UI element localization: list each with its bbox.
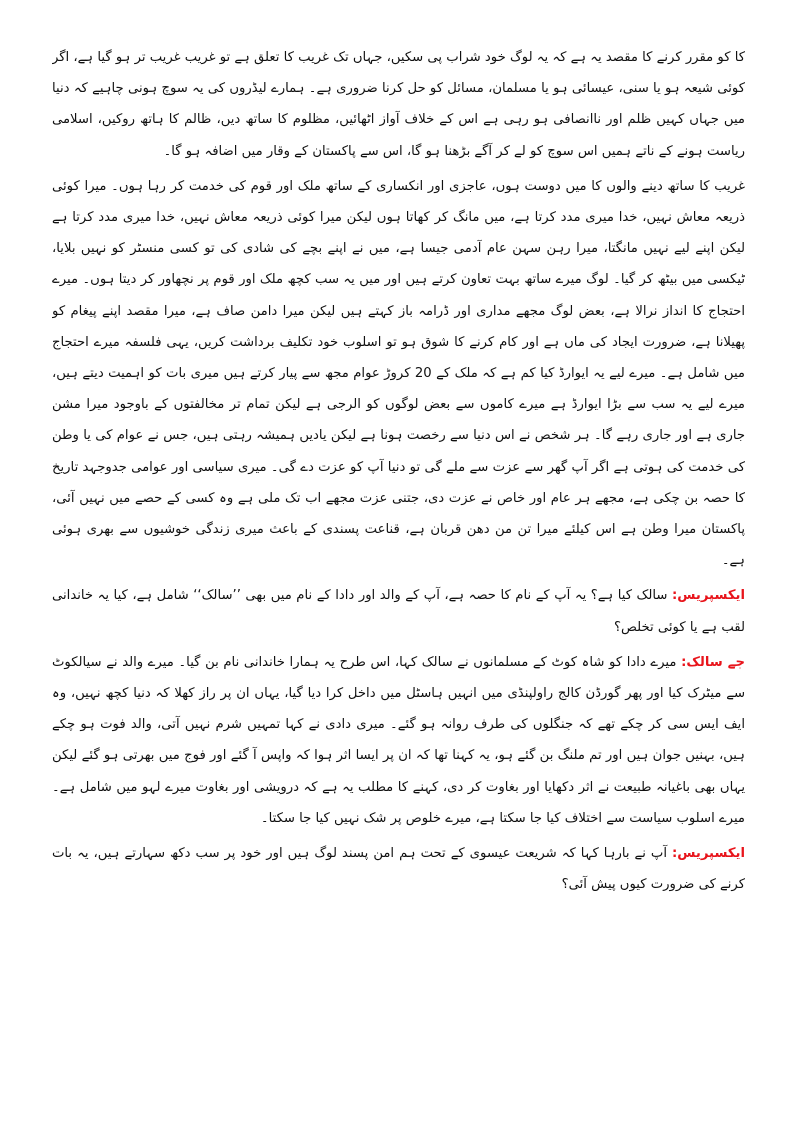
paragraph-statement: [52, 171, 745, 577]
paragraph-text: غریب کا ساتھ دینے والوں کا میں دوست ہوں، عاجزی اور انکساری کے ساتھ ملک اور قوم کی خدمت کر رہا ہوں۔ میرا کوئی ذریعہ معاش نہیں، خدا میری مدد کرتا ہے، میں مانگ کر کھاتا ہوں لیکن میرا کوئی ذریعہ معاش نہیں، خدا میری مدد کرتا ہے لیکن اپنے لیے نہیں مانگتا، میرا رہن سہن عام آدمی جیسا ہے، میں نے اپنے بچے کی شادی کی تو کسی منسٹر کو نہیں بلایا، ٹیکسی میں بیٹھ کر گیا۔ لوگ میرے ساتھ بہت تعاون کرتے ہیں اور میں یہ سب کچھ ملک اور قوم پر نچھاور کر دیتا ہوں۔ میرے احتجاج کا انداز نرالا ہے، بعض لوگ مجھے مداری اور ڈرامہ باز کہتے ہیں لیکن میرا دامن صاف ہے، میرا مقصد اپنے پیغام کو پھیلانا ہے، ضرورت ایجاد کی ماں ہے اور کام کرنے کا شوق ہو تو اسلوب خود تکلیف برداشت کریں، یہی فلسفہ میرے احتجاج میں شامل ہے۔ میرے لیے یہ ایوارڈ کیا کم ہے کہ ملک کے 20 کروڑ عوام مجھ سے پیار کرتے ہیں میری بات کو اہمیت دیتے ہیں، میرے لیے یہ سب سے بڑا ایوارڈ ہے میرے کاموں سے بعض لوگوں کو الرجی ہے لیکن تمام تر مخالفتوں کے باوجود میرا مشن جاری ہے اور جاری رہے گا۔ ہر شخص نے اس دنیا سے رخصت ہونا ہے لیکن یادیں ہمیشہ رہتی ہیں، جس نے عوام کی یا وطن کی خدمت کی ہوتی ہے اگر آپ گھر سے عزت سے ملے گی تو دنیا آپ کو عزت دے گی۔ میری سیاسی اور عوامی جدوجہد تاریخ کا حصہ بن چکی ہے، مجھے ہر عام اور خاص نے عزت دی، جتنی عزت مجھے اب تک ملی ہے وہ کسی کے حصے میں نہیں آئی، پاکستان میرا وطن ہے اس کیلئے میرا تن من دھن قربان ہے، قناعت پسندی کے باعث میری زندگی خوشیوں سے بھری ہوئی ہے۔: [52, 178, 745, 569]
paragraph-text: کا کو مقرر کرنے کا مقصد یہ ہے کہ یہ لوگ خود شراب پی سکیں، جہاں تک غریب کا تعلق ہے تو غریب غریب تر ہو گیا ہے، اگر کوئی شیعہ ہو یا سنی، عیسائی ہو یا مسلمان، مسائل کو حل کرنا ضروری ہے۔ ہمارے لیڈروں کی یہ سوچ ہونی چاہیے کہ دنیا میں جہاں کہیں ظلم اور ناانصافی ہو رہی ہے اس کے خلاف آواز اٹھائیں، مظلوم کا ساتھ دیں، ظالم کا ہاتھ روکیں، اسلامی ریاست ہونے کے ناتے ہمیں اس سوچ کو لے کر آگے بڑھنا ہو گا، اس سے پاکستان کے وقار میں اضافہ ہو گا۔: [52, 50, 745, 159]
question-paragraph: [52, 580, 745, 642]
paragraph-text: سالک کیا ہے؟ یہ آپ کے نام کا حصہ ہے، آپ کے والد اور دادا کے نام میں بھی ’’سالک‘‘ شامل ہے، کیا یہ خاندانی لقب ہے یا کوئی تخلص؟: [52, 588, 745, 635]
paragraph-intro: [52, 42, 745, 167]
paragraph-text: میرے دادا کو شاہ کوٹ کے مسلمانوں نے سالک کہا، اس طرح یہ ہمارا خاندانی نام بن گیا۔ میرے والد نے سیالکوٹ سے میٹرک کیا اور پھر گورڈن کالج راولپنڈی میں انہیں ہاسٹل میں داخل کرا دیا گیا، یہاں ان پر راز کھلا کہ دنیا کچھ نہیں، وہ ایف ایس سی کر چکے تھے کہ جنگلوں کی طرف روانہ ہو گئے۔ میری دادی نے کہا تمہیں شرم نہیں آتی، والد فوت ہو چکے ہیں، بہنیں جوان ہیں اور تم ملنگ بن گئے ہو، یہ کہنا تھا کہ ان پر ایسا اثر ہوا کہ واپس آ گئے اور فوج میں بھرتی ہو گئے لیکن یہاں بھی باغیانہ طبیعت نے اثر دکھایا اور بغاوت کر دی، کہنے کا مطلب یہ ہے کہ درویشی اور بغاوت میرے لہو میں شامل ہے۔ میرے اسلوب سیاست سے اختلاف کیا جا سکتا ہے، میرے خلوص پر شک نہیں کیا جا سکتا۔: [52, 654, 745, 826]
article-body: [52, 42, 745, 900]
speaker-label: ایکسپریس:: [671, 588, 745, 604]
question-paragraph: [52, 838, 745, 900]
answer-paragraph: [52, 647, 745, 834]
speaker-label: جے سالک:: [681, 654, 745, 670]
speaker-label: ایکسپریس:: [671, 846, 745, 862]
paragraph-text: آپ نے بارہا کہا کہ شریعت عیسوی کے تحت ہم امن پسند لوگ ہیں اور خود پر سب دکھ سہارتے ہیں، یہ بات کرنے کی ضرورت کیوں پیش آئی؟: [52, 846, 745, 893]
